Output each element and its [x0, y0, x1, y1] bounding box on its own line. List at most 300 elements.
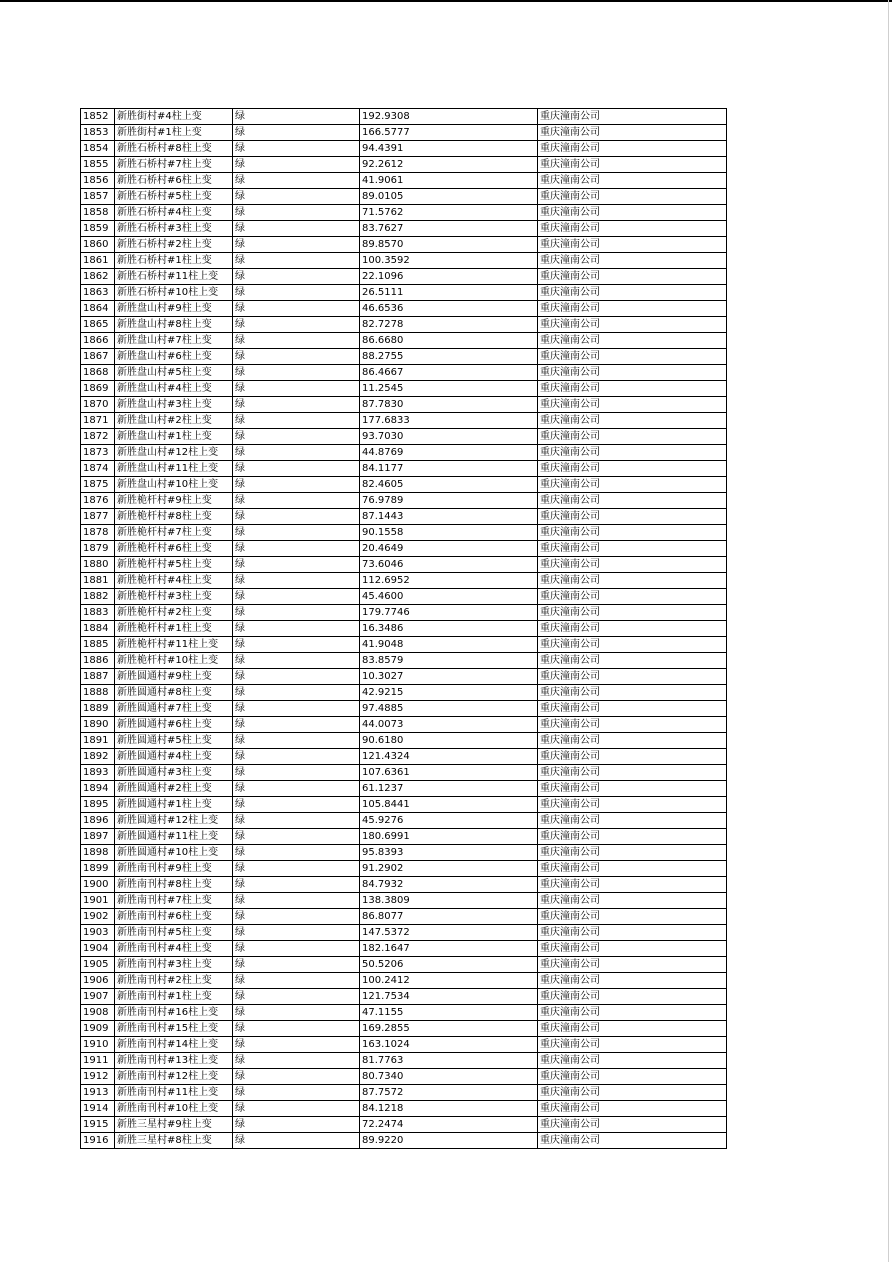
transformer-name-cell: 新胜桅杆村#3柱上变: [115, 589, 233, 605]
row-id-cell: 1886: [81, 653, 115, 669]
row-id-cell: 1858: [81, 205, 115, 221]
value-cell: 84.1177: [360, 461, 538, 477]
company-cell: 重庆潼南公司: [538, 349, 727, 365]
status-cell: 绿: [233, 1101, 360, 1117]
status-cell: 绿: [233, 1053, 360, 1069]
company-cell: 重庆潼南公司: [538, 733, 727, 749]
company-cell: 重庆潼南公司: [538, 237, 727, 253]
status-cell: 绿: [233, 701, 360, 717]
row-id-cell: 1890: [81, 717, 115, 733]
row-id-cell: 1916: [81, 1133, 115, 1149]
value-cell: 89.8570: [360, 237, 538, 253]
value-cell: 83.8579: [360, 653, 538, 669]
row-id-cell: 1896: [81, 813, 115, 829]
status-cell: 绿: [233, 941, 360, 957]
company-cell: 重庆潼南公司: [538, 285, 727, 301]
company-cell: 重庆潼南公司: [538, 221, 727, 237]
row-id-cell: 1865: [81, 317, 115, 333]
row-id-cell: 1885: [81, 637, 115, 653]
value-cell: 93.7030: [360, 429, 538, 445]
transformer-name-cell: 新胜石桥村#7柱上变: [115, 157, 233, 173]
status-cell: 绿: [233, 1037, 360, 1053]
status-cell: 绿: [233, 813, 360, 829]
row-id-cell: 1876: [81, 493, 115, 509]
transformer-name-cell: 新胜圆通村#3柱上变: [115, 765, 233, 781]
transformer-name-cell: 新胜圆通村#10柱上变: [115, 845, 233, 861]
value-cell: 100.3592: [360, 253, 538, 269]
company-cell: 重庆潼南公司: [538, 1053, 727, 1069]
value-cell: 82.4605: [360, 477, 538, 493]
company-cell: 重庆潼南公司: [538, 205, 727, 221]
value-cell: 44.8769: [360, 445, 538, 461]
transformer-name-cell: 新胜桅杆村#11柱上变: [115, 637, 233, 653]
transformer-name-cell: 新胜南刊村#12柱上变: [115, 1069, 233, 1085]
table-row: [81, 1069, 727, 1085]
row-id-cell: 1900: [81, 877, 115, 893]
row-id-cell: 1908: [81, 1005, 115, 1021]
company-cell: 重庆潼南公司: [538, 621, 727, 637]
table-row: [81, 253, 727, 269]
row-id-cell: 1854: [81, 141, 115, 157]
transformer-name-cell: 新胜三星村#9柱上变: [115, 1117, 233, 1133]
transformer-name-cell: 新胜桅杆村#1柱上变: [115, 621, 233, 637]
company-cell: 重庆潼南公司: [538, 333, 727, 349]
row-id-cell: 1877: [81, 509, 115, 525]
transformer-name-cell: 新胜桅杆村#6柱上变: [115, 541, 233, 557]
company-cell: 重庆潼南公司: [538, 909, 727, 925]
table-row: [81, 493, 727, 509]
table-row: [81, 157, 727, 173]
company-cell: 重庆潼南公司: [538, 829, 727, 845]
transformer-name-cell: 新胜盘山村#10柱上变: [115, 477, 233, 493]
status-cell: 绿: [233, 909, 360, 925]
company-cell: 重庆潼南公司: [538, 925, 727, 941]
transformer-name-cell: 新胜圆通村#1柱上变: [115, 797, 233, 813]
status-cell: 绿: [233, 349, 360, 365]
transformer-name-cell: 新胜南刊村#1柱上变: [115, 989, 233, 1005]
company-cell: 重庆潼南公司: [538, 365, 727, 381]
transformer-name-cell: 新胜圆通村#8柱上变: [115, 685, 233, 701]
row-id-cell: 1883: [81, 605, 115, 621]
row-id-cell: 1895: [81, 797, 115, 813]
table-row: [81, 765, 727, 781]
status-cell: 绿: [233, 141, 360, 157]
company-cell: 重庆潼南公司: [538, 429, 727, 445]
table-row: [81, 221, 727, 237]
status-cell: 绿: [233, 541, 360, 557]
table-row: [81, 589, 727, 605]
status-cell: 绿: [233, 605, 360, 621]
company-cell: 重庆潼南公司: [538, 541, 727, 557]
table-row: [81, 205, 727, 221]
company-cell: 重庆潼南公司: [538, 973, 727, 989]
status-cell: 绿: [233, 749, 360, 765]
table-row: [81, 893, 727, 909]
table-row: [81, 685, 727, 701]
table-row: [81, 813, 727, 829]
row-id-cell: 1894: [81, 781, 115, 797]
row-id-cell: 1866: [81, 333, 115, 349]
value-cell: 90.6180: [360, 733, 538, 749]
company-cell: 重庆潼南公司: [538, 1117, 727, 1133]
row-id-cell: 1874: [81, 461, 115, 477]
value-cell: 87.1443: [360, 509, 538, 525]
company-cell: 重庆潼南公司: [538, 1037, 727, 1053]
company-cell: 重庆潼南公司: [538, 845, 727, 861]
status-cell: 绿: [233, 589, 360, 605]
row-id-cell: 1867: [81, 349, 115, 365]
table-row: [81, 477, 727, 493]
transformer-name-cell: 新胜石桥村#4柱上变: [115, 205, 233, 221]
company-cell: 重庆潼南公司: [538, 157, 727, 173]
value-cell: 45.9276: [360, 813, 538, 829]
status-cell: 绿: [233, 269, 360, 285]
status-cell: 绿: [233, 125, 360, 141]
row-id-cell: 1913: [81, 1085, 115, 1101]
table-row: [81, 397, 727, 413]
row-id-cell: 1915: [81, 1117, 115, 1133]
status-cell: 绿: [233, 429, 360, 445]
value-cell: 112.6952: [360, 573, 538, 589]
table-body: [81, 109, 727, 1149]
row-id-cell: 1863: [81, 285, 115, 301]
row-id-cell: 1860: [81, 237, 115, 253]
status-cell: 绿: [233, 989, 360, 1005]
row-id-cell: 1861: [81, 253, 115, 269]
transformer-name-cell: 新胜南刊村#16柱上变: [115, 1005, 233, 1021]
company-cell: 重庆潼南公司: [538, 781, 727, 797]
table-row: [81, 461, 727, 477]
value-cell: 121.4324: [360, 749, 538, 765]
row-id-cell: 1911: [81, 1053, 115, 1069]
status-cell: 绿: [233, 173, 360, 189]
company-cell: 重庆潼南公司: [538, 589, 727, 605]
transformer-name-cell: 新胜桅杆村#8柱上变: [115, 509, 233, 525]
row-id-cell: 1855: [81, 157, 115, 173]
table-row: [81, 1117, 727, 1133]
value-cell: 84.1218: [360, 1101, 538, 1117]
row-id-cell: 1897: [81, 829, 115, 845]
transformer-name-cell: 新胜桅杆村#2柱上变: [115, 605, 233, 621]
value-cell: 90.1558: [360, 525, 538, 541]
value-cell: 10.3027: [360, 669, 538, 685]
transformer-name-cell: 新胜南刊村#5柱上变: [115, 925, 233, 941]
status-cell: 绿: [233, 237, 360, 253]
table-row: [81, 1021, 727, 1037]
table-row: [81, 829, 727, 845]
row-id-cell: 1864: [81, 301, 115, 317]
value-cell: 179.7746: [360, 605, 538, 621]
value-cell: 138.3809: [360, 893, 538, 909]
row-id-cell: 1887: [81, 669, 115, 685]
value-cell: 100.2412: [360, 973, 538, 989]
status-cell: 绿: [233, 477, 360, 493]
row-id-cell: 1880: [81, 557, 115, 573]
transformer-name-cell: 新胜南刊村#4柱上变: [115, 941, 233, 957]
row-id-cell: 1914: [81, 1101, 115, 1117]
transformer-name-cell: 新胜桅杆村#7柱上变: [115, 525, 233, 541]
table-row: [81, 1133, 727, 1149]
table-row: [81, 1005, 727, 1021]
transformer-name-cell: 新胜三星村#8柱上变: [115, 1133, 233, 1149]
value-cell: 50.5206: [360, 957, 538, 973]
row-id-cell: 1904: [81, 941, 115, 957]
row-id-cell: 1881: [81, 573, 115, 589]
transformer-name-cell: 新胜南刊村#14柱上变: [115, 1037, 233, 1053]
company-cell: 重庆潼南公司: [538, 109, 727, 125]
company-cell: 重庆潼南公司: [538, 797, 727, 813]
table-row: [81, 141, 727, 157]
status-cell: 绿: [233, 669, 360, 685]
company-cell: 重庆潼南公司: [538, 941, 727, 957]
value-cell: 81.7763: [360, 1053, 538, 1069]
transformer-name-cell: 新胜圆通村#11柱上变: [115, 829, 233, 845]
table-row: [81, 317, 727, 333]
row-id-cell: 1856: [81, 173, 115, 189]
status-cell: 绿: [233, 109, 360, 125]
value-cell: 87.7572: [360, 1085, 538, 1101]
row-id-cell: 1852: [81, 109, 115, 125]
transformer-name-cell: 新胜石桥村#11柱上变: [115, 269, 233, 285]
table-row: [81, 541, 727, 557]
row-id-cell: 1910: [81, 1037, 115, 1053]
value-cell: 88.2755: [360, 349, 538, 365]
table-row: [81, 909, 727, 925]
status-cell: 绿: [233, 925, 360, 941]
company-cell: 重庆潼南公司: [538, 893, 727, 909]
table-row: [81, 525, 727, 541]
status-cell: 绿: [233, 333, 360, 349]
status-cell: 绿: [233, 1117, 360, 1133]
status-cell: 绿: [233, 877, 360, 893]
table-row: [81, 109, 727, 125]
table-row: [81, 189, 727, 205]
status-cell: 绿: [233, 509, 360, 525]
status-cell: 绿: [233, 717, 360, 733]
row-id-cell: 1871: [81, 413, 115, 429]
status-cell: 绿: [233, 253, 360, 269]
status-cell: 绿: [233, 973, 360, 989]
table-row: [81, 1085, 727, 1101]
transformer-name-cell: 新胜盘山村#7柱上变: [115, 333, 233, 349]
row-id-cell: 1873: [81, 445, 115, 461]
company-cell: 重庆潼南公司: [538, 653, 727, 669]
company-cell: 重庆潼南公司: [538, 989, 727, 1005]
row-id-cell: 1905: [81, 957, 115, 973]
status-cell: 绿: [233, 493, 360, 509]
company-cell: 重庆潼南公司: [538, 397, 727, 413]
table-row: [81, 429, 727, 445]
value-cell: 83.7627: [360, 221, 538, 237]
value-cell: 42.9215: [360, 685, 538, 701]
row-id-cell: 1870: [81, 397, 115, 413]
company-cell: 重庆潼南公司: [538, 173, 727, 189]
table-row: [81, 653, 727, 669]
value-cell: 76.9789: [360, 493, 538, 509]
transformer-name-cell: 新胜盘山村#12柱上变: [115, 445, 233, 461]
row-id-cell: 1884: [81, 621, 115, 637]
status-cell: 绿: [233, 1133, 360, 1149]
row-id-cell: 1857: [81, 189, 115, 205]
value-cell: 86.4667: [360, 365, 538, 381]
table-row: [81, 797, 727, 813]
transformer-name-cell: 新胜南刊村#9柱上变: [115, 861, 233, 877]
value-cell: 89.0105: [360, 189, 538, 205]
transformer-name-cell: 新胜圆通村#12柱上变: [115, 813, 233, 829]
row-id-cell: 1893: [81, 765, 115, 781]
transformer-name-cell: 新胜圆通村#6柱上变: [115, 717, 233, 733]
transformer-name-cell: 新胜石桥村#8柱上变: [115, 141, 233, 157]
value-cell: 107.6361: [360, 765, 538, 781]
transformer-name-cell: 新胜南刊村#8柱上变: [115, 877, 233, 893]
transformer-name-cell: 新胜圆通村#4柱上变: [115, 749, 233, 765]
table-row: [81, 413, 727, 429]
company-cell: 重庆潼南公司: [538, 189, 727, 205]
value-cell: 105.8441: [360, 797, 538, 813]
row-id-cell: 1907: [81, 989, 115, 1005]
company-cell: 重庆潼南公司: [538, 141, 727, 157]
value-cell: 87.7830: [360, 397, 538, 413]
company-cell: 重庆潼南公司: [538, 685, 727, 701]
row-id-cell: 1888: [81, 685, 115, 701]
status-cell: 绿: [233, 285, 360, 301]
row-id-cell: 1912: [81, 1069, 115, 1085]
status-cell: 绿: [233, 189, 360, 205]
company-cell: 重庆潼南公司: [538, 669, 727, 685]
value-cell: 180.6991: [360, 829, 538, 845]
status-cell: 绿: [233, 1069, 360, 1085]
value-cell: 86.6680: [360, 333, 538, 349]
row-id-cell: 1868: [81, 365, 115, 381]
value-cell: 47.1155: [360, 1005, 538, 1021]
value-cell: 169.2855: [360, 1021, 538, 1037]
table-row: [81, 573, 727, 589]
transformer-name-cell: 新胜圆通村#2柱上变: [115, 781, 233, 797]
status-cell: 绿: [233, 157, 360, 173]
value-cell: 89.9220: [360, 1133, 538, 1149]
company-cell: 重庆潼南公司: [538, 317, 727, 333]
status-cell: 绿: [233, 413, 360, 429]
table-row: [81, 1101, 727, 1117]
row-id-cell: 1906: [81, 973, 115, 989]
transformer-name-cell: 新胜石桥村#10柱上变: [115, 285, 233, 301]
row-id-cell: 1879: [81, 541, 115, 557]
value-cell: 72.2474: [360, 1117, 538, 1133]
value-cell: 166.5777: [360, 125, 538, 141]
transformer-name-cell: 新胜桅杆村#9柱上变: [115, 493, 233, 509]
row-id-cell: 1862: [81, 269, 115, 285]
transformer-name-cell: 新胜街村#1柱上变: [115, 125, 233, 141]
table-row: [81, 1053, 727, 1069]
table-row: [81, 125, 727, 141]
value-cell: 92.2612: [360, 157, 538, 173]
row-id-cell: 1859: [81, 221, 115, 237]
status-cell: 绿: [233, 557, 360, 573]
value-cell: 84.7932: [360, 877, 538, 893]
value-cell: 91.2902: [360, 861, 538, 877]
value-cell: 163.1024: [360, 1037, 538, 1053]
value-cell: 16.3486: [360, 621, 538, 637]
status-cell: 绿: [233, 445, 360, 461]
value-cell: 61.1237: [360, 781, 538, 797]
transformer-name-cell: 新胜桅杆村#4柱上变: [115, 573, 233, 589]
status-cell: 绿: [233, 461, 360, 477]
status-cell: 绿: [233, 781, 360, 797]
table-row: [81, 717, 727, 733]
table-row: [81, 749, 727, 765]
transformer-name-cell: 新胜盘山村#9柱上变: [115, 301, 233, 317]
transformer-name-cell: 新胜南刊村#6柱上变: [115, 909, 233, 925]
value-cell: 22.1096: [360, 269, 538, 285]
row-id-cell: 1909: [81, 1021, 115, 1037]
status-cell: 绿: [233, 765, 360, 781]
value-cell: 82.7278: [360, 317, 538, 333]
table-row: [81, 173, 727, 189]
row-id-cell: 1891: [81, 733, 115, 749]
company-cell: 重庆潼南公司: [538, 717, 727, 733]
top-border-line: [0, 0, 892, 2]
value-cell: 97.4885: [360, 701, 538, 717]
transformer-name-cell: 新胜南刊村#2柱上变: [115, 973, 233, 989]
value-cell: 46.6536: [360, 301, 538, 317]
status-cell: 绿: [233, 829, 360, 845]
table-row: [81, 733, 727, 749]
status-cell: 绿: [233, 397, 360, 413]
status-cell: 绿: [233, 317, 360, 333]
table-row: [81, 237, 727, 253]
row-id-cell: 1899: [81, 861, 115, 877]
table-row: [81, 365, 727, 381]
table-row: [81, 1037, 727, 1053]
table-row: [81, 877, 727, 893]
value-cell: 41.9061: [360, 173, 538, 189]
row-id-cell: 1878: [81, 525, 115, 541]
company-cell: 重庆潼南公司: [538, 1021, 727, 1037]
value-cell: 73.6046: [360, 557, 538, 573]
transformer-name-cell: 新胜盘山村#4柱上变: [115, 381, 233, 397]
status-cell: 绿: [233, 957, 360, 973]
status-cell: 绿: [233, 205, 360, 221]
value-cell: 20.4649: [360, 541, 538, 557]
row-id-cell: 1901: [81, 893, 115, 909]
status-cell: 绿: [233, 1021, 360, 1037]
table-row: [81, 605, 727, 621]
transformer-name-cell: 新胜南刊村#7柱上变: [115, 893, 233, 909]
value-cell: 44.0073: [360, 717, 538, 733]
transformer-name-cell: 新胜石桥村#5柱上变: [115, 189, 233, 205]
table-row: [81, 861, 727, 877]
status-cell: 绿: [233, 637, 360, 653]
row-id-cell: 1902: [81, 909, 115, 925]
company-cell: 重庆潼南公司: [538, 413, 727, 429]
status-cell: 绿: [233, 733, 360, 749]
company-cell: 重庆潼南公司: [538, 1085, 727, 1101]
company-cell: 重庆潼南公司: [538, 701, 727, 717]
transformer-name-cell: 新胜盘山村#1柱上变: [115, 429, 233, 445]
status-cell: 绿: [233, 861, 360, 877]
status-cell: 绿: [233, 525, 360, 541]
value-cell: 121.7534: [360, 989, 538, 1005]
status-cell: 绿: [233, 1085, 360, 1101]
transformer-name-cell: 新胜南刊村#11柱上变: [115, 1085, 233, 1101]
table-row: [81, 269, 727, 285]
company-cell: 重庆潼南公司: [538, 125, 727, 141]
value-cell: 41.9048: [360, 637, 538, 653]
company-cell: 重庆潼南公司: [538, 557, 727, 573]
company-cell: 重庆潼南公司: [538, 637, 727, 653]
value-cell: 95.8393: [360, 845, 538, 861]
table-row: [81, 381, 727, 397]
